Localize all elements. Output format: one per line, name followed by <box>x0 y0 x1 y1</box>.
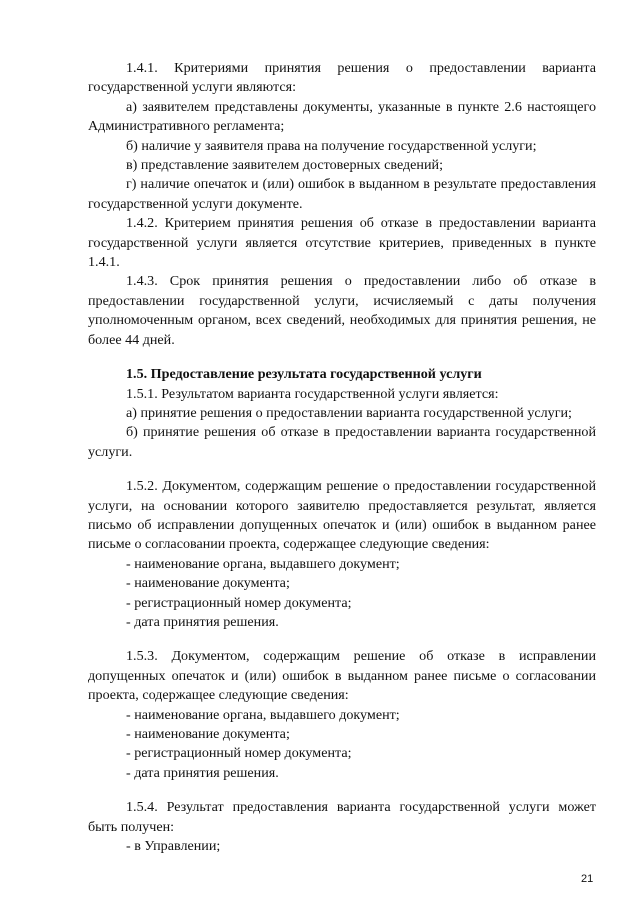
result-b: б) принятие решения об отказе в предоставлении варианта государственной услуги. <box>88 424 596 460</box>
criterion-b: б) наличие у заявителя права на получение государственной услуги; <box>126 137 537 154</box>
criterion-a: а) заявителем представлены документы, указанные в пункте 2.6 настоящего Административного регламента; <box>88 98 596 135</box>
page-number: 21 <box>581 873 594 885</box>
document-page <box>88 59 596 856</box>
list-item: - регистрационный номер документа; <box>126 594 352 611</box>
criterion-c: в) представление заявителем достоверных сведений; <box>126 157 443 174</box>
list-item: - наименование документа; <box>126 726 290 742</box>
list-item: - наименование органа, выдавшего документ; <box>126 555 400 572</box>
list-item: - наименование документа; <box>126 575 290 592</box>
paragraph-1-5-1: 1.5.1. Результатом варианта государственной услуги является: <box>126 385 499 402</box>
list-item: - дата принятия решения. <box>126 613 279 630</box>
list-item: - в Управлении; <box>126 838 221 855</box>
paragraph-1-4-2: 1.4.2. Критерием принятия решения об отказе в предоставлении варианта государственной услуги является отсутствие критериев, приведенных в пункте 1.4.1. <box>88 215 596 271</box>
paragraph-1-5-2: 1.5.2. Документом, содержащим решение о предоставлении государственной услуги, на основании которого заявителю предоставляется результат, является письмо об исправлении допущенных опечаток и (или) ошибок в выданном ранее письме о согласовании проекта, содержащее следующие сведения: <box>88 478 596 553</box>
list-item: - дата принятия решения. <box>126 764 279 781</box>
paragraph-1-4-3: 1.4.3. Срок принятия решения о предоставлении либо об отказе в предоставлении государственной услуги, исчисляемый с даты получения уполномоченным органом, всех сведений, необходимых для принятия решения, не более 44 дней. <box>88 273 596 348</box>
result-a: а) принятие решения о предоставлении варианта государственной услуги; <box>126 404 572 421</box>
paragraph-1-5-4: 1.5.4. Результат предоставления варианта государственной услуги может быть получен: <box>88 799 596 835</box>
section-heading-1-5: 1.5. Предоставление результата государственной услуги <box>126 366 482 383</box>
paragraph-1-4-1: 1.4.1. Критериями принятия решения о предоставлении варианта государственной услуги являются: <box>88 60 596 96</box>
list-item: - регистрационный номер документа; <box>126 745 352 762</box>
criterion-d: г) наличие опечаток и (или) ошибок в выданном в результате предоставления государственной услуги документе. <box>88 176 596 212</box>
list-item: - наименование органа, выдавшего документ; <box>126 706 400 723</box>
paragraph-1-5-3: 1.5.3. Документом, содержащим решение об отказе в исправлении допущенных опечаток и (или) ошибок в выданном ранее письме о согласовании проекта, содержащее следующие сведения: <box>88 648 596 704</box>
